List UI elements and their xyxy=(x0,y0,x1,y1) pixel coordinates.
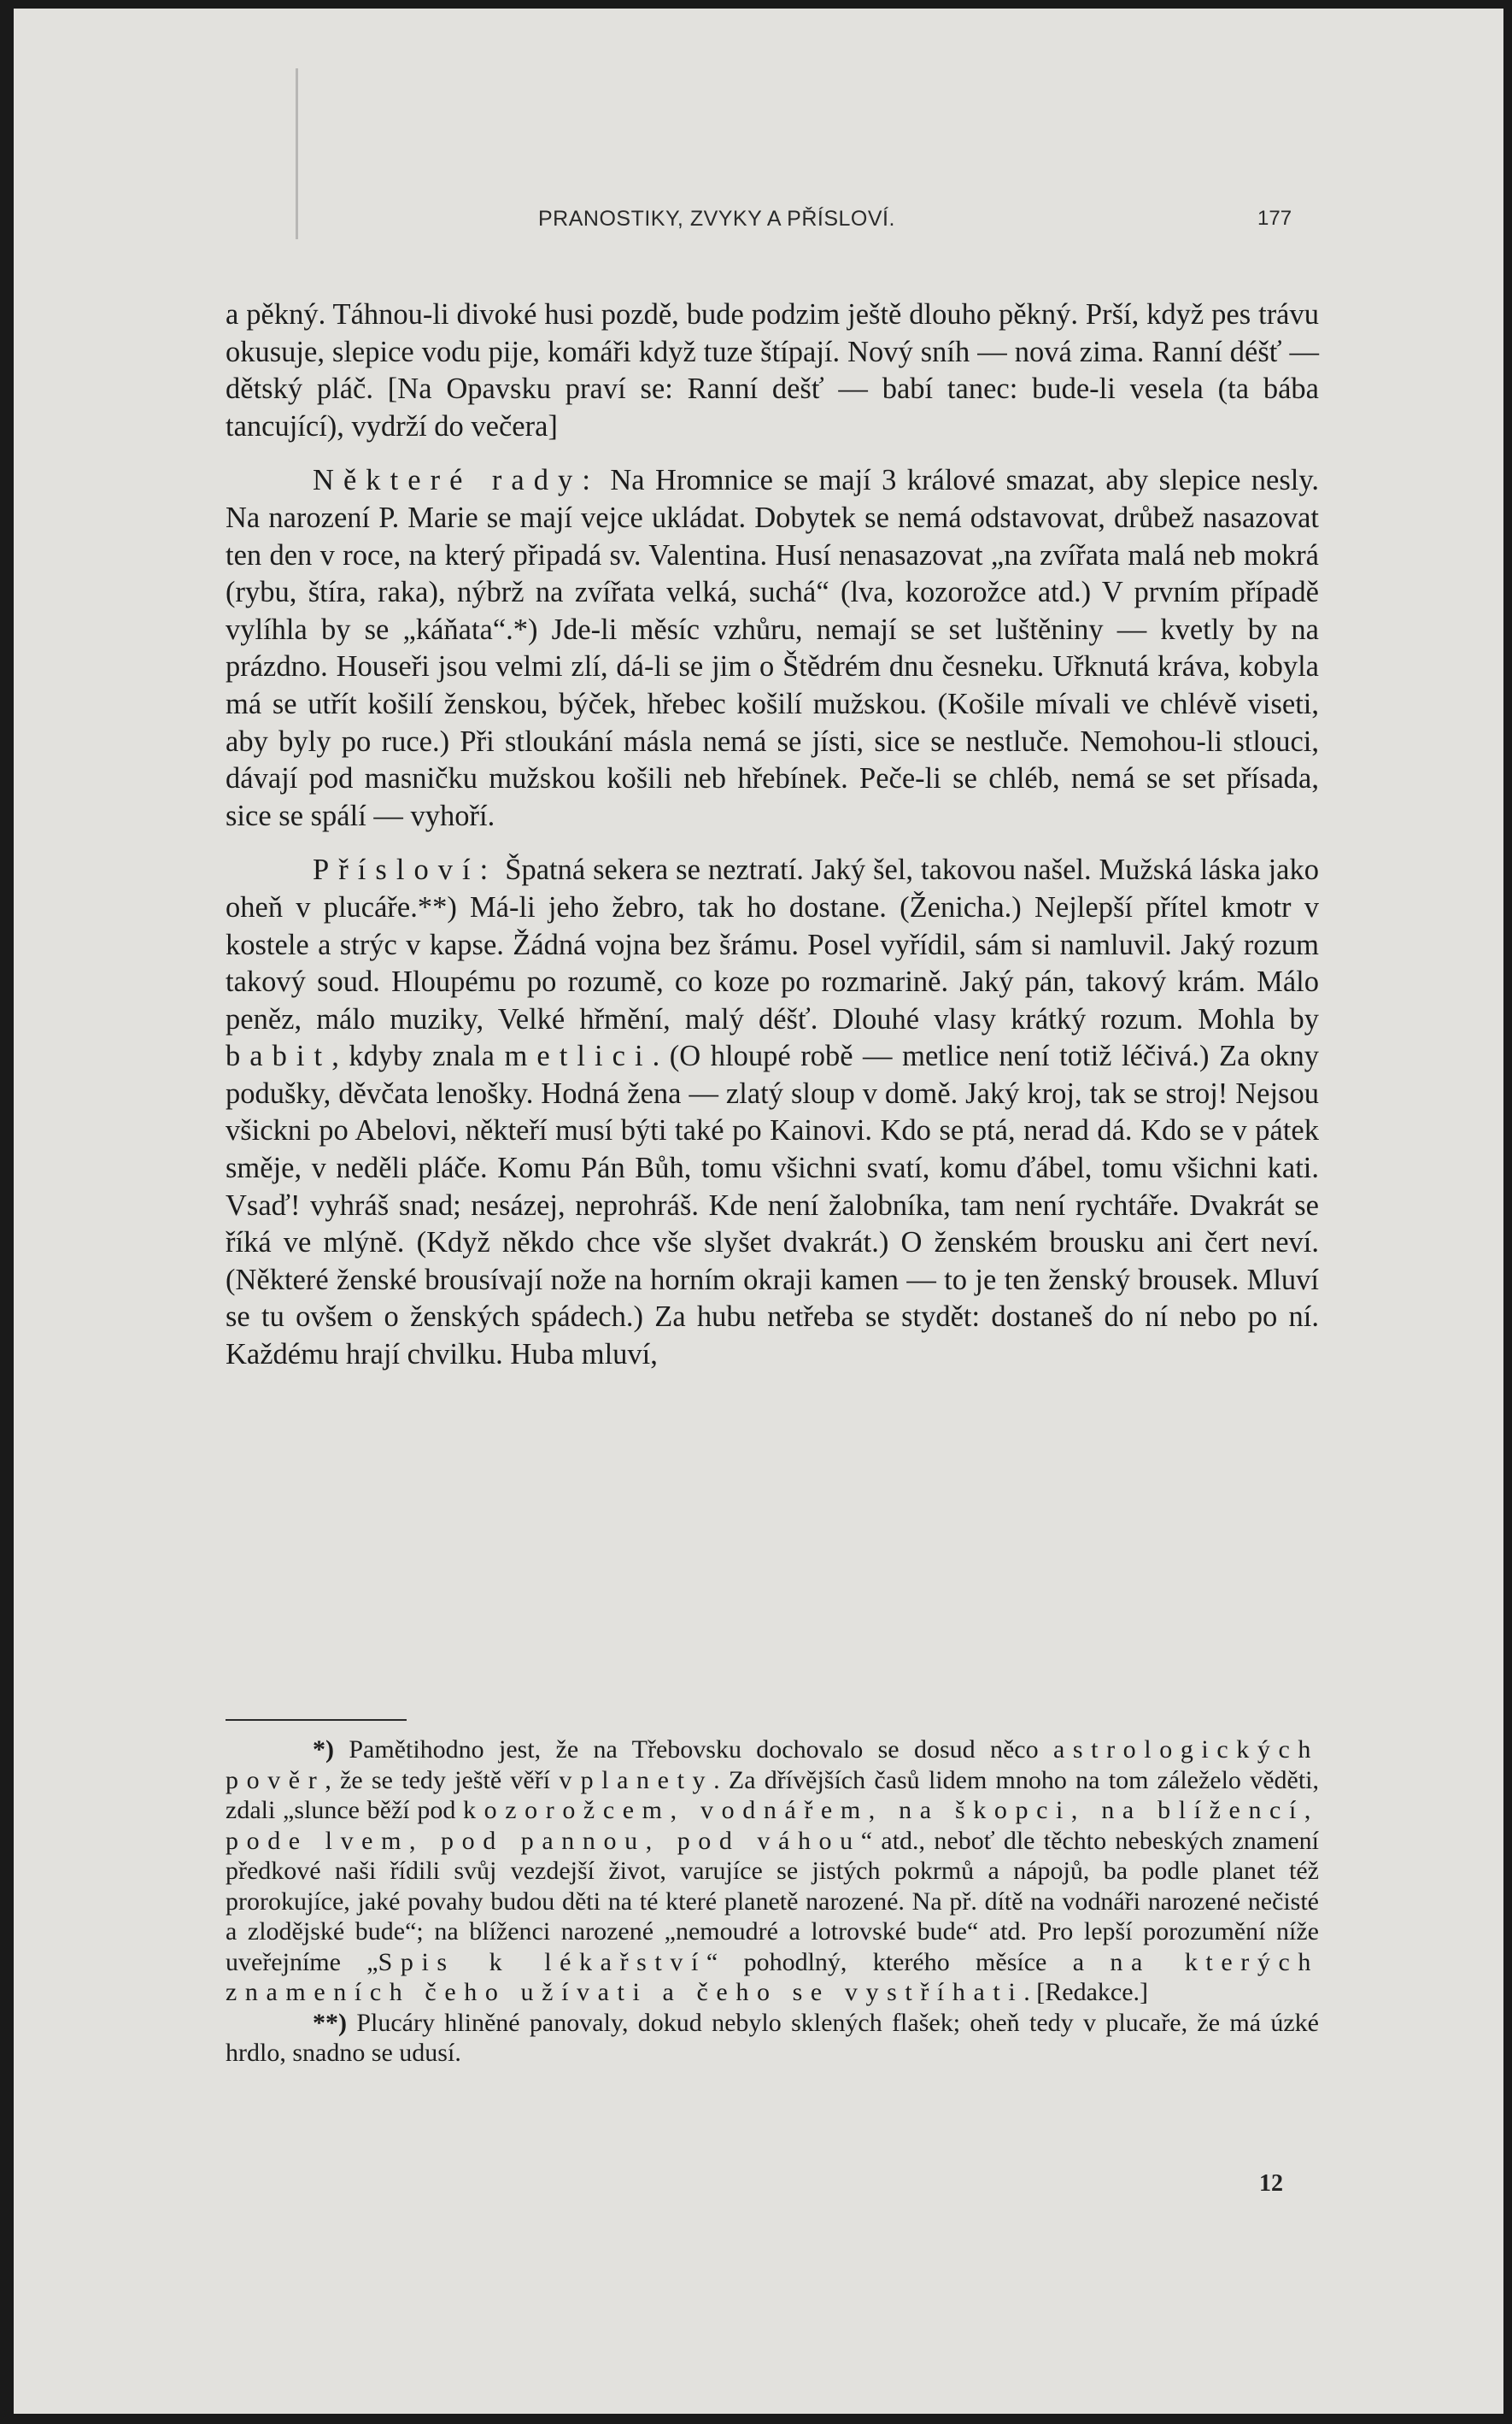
footnote-1-emphasis-3: kozorožcem, vodnářem, na škopci, na blížencí, pode lvem, pod pannou, pod váhou xyxy=(226,1796,1319,1855)
body-text xyxy=(226,296,1319,1374)
proverbs-text: Špatná sekera se neztratí. Jaký šel, takovou našel. Mužská láska jako oheň v plucáře.**) Má-li jeho žebro, tak ho dostane. (Ženicha.) Nejlepší přítel kmotr v kostele a strýc v kapse. Žádná vojna bez šrámu. Posel vyřídil, sám si namluvil. Jaký rozum takový soud. Hloupému po rozumě, co koze po rozmarině. Jaký pán, takový krám. Málo peněz, málo muziky, Velké hřmění, malý déšť. Dlouhé vlasy krátký rozum. Mohla by xyxy=(226,854,1319,1036)
footnote-2 xyxy=(226,2008,1319,2069)
footnote-2-text: Plucáry hliněné panovaly, dokud nebylo sklených flašek; oheň tedy v plucaře, že má úzké hrdlo, snadno se udusí. xyxy=(226,2008,1319,2067)
proverbs-heading: Přísloví: xyxy=(313,854,498,887)
paragraph-weather-text: a pěkný. Táhnou-li divoké husi pozdě, bude podzim ještě dlouho pěkný. Prší, když pes trávu okusuje, slepice vodu pije, komáři když tuze štípají. Nový sníh — nová zima. Ranní déšť — dětský pláč. [Na Opavsku praví se: Ranní dešť — babí tanec: bude-li vesela (ta bába tancující), vydrží do večera] xyxy=(226,298,1319,443)
footnote-1-text-6: . [Redakce.] xyxy=(1023,1978,1149,2006)
footnote-1 xyxy=(226,1734,1319,2008)
emphasis-metlici: metlici xyxy=(504,1040,653,1073)
footnote-1-emphasis-4: Spis k lékařství xyxy=(378,1947,706,1976)
advice-heading: Některé rady: xyxy=(313,464,600,497)
footnote-1-emphasis-5: na kterých znameních čeho užívati a čeho se vystříhati xyxy=(226,1947,1319,2006)
book-page xyxy=(14,9,1503,2414)
paragraph-advice xyxy=(226,462,1319,835)
paragraph-proverbs xyxy=(226,852,1319,1373)
footnote-1-text-2: , že se tedy ještě věří v xyxy=(325,1765,581,1794)
gutter-shadow xyxy=(296,68,298,239)
signature-number: 12 xyxy=(1259,2170,1283,2197)
footnote-1-emphasis-2: planety xyxy=(580,1765,714,1794)
footnote-1-emphasis-1: astrologických pověr xyxy=(226,1735,1319,1794)
advice-text: Na Hromnice se mají 3 králové smazat, aby slepice nesly. Na narození P. Marie se mají vejce ukládat. Dobytek se nemá odstavovat, drůbež nasazovat ten den v roce, na který připadá sv. Valentina. Husí nenasazovat „na zvířata malá neb mokrá (rybu, štíra, raka), nýbrž na zvířata velká, suchá“ (lva, kozorožce atd.) V prvním případě vylíhla by se „káňata“.*) Jde-li měsíc vzhůru, nemají se set luštěniny — kvetly by na prázdno. Houseři jsou velmi zlí, dá-li se jim o Štědrém dnu česneku. Uřknutá kráva, kobyla má se utřít košilí ženskou, býček, hřebec košilí mužskou. (Košile mívali ve chlévě viseti, aby byly po ruce.) Při stloukání másla nemá se jísti, sice se nestluče. Nemohou-li stlouci, dávají pod masničku mužskou košili neb hřebínek. Peče-li se chléb, nemá se set přísada, sice se spálí — vyhoří. xyxy=(226,464,1319,832)
running-head: PRANOSTIKY, ZVYKY A PŘÍSLOVÍ. xyxy=(538,207,895,231)
paragraph-weather xyxy=(226,296,1319,445)
page-number: 177 xyxy=(1257,207,1292,230)
footnote-2-marker: **) xyxy=(313,2008,347,2037)
footnote-1-marker: *) xyxy=(313,1735,334,1764)
emphasis-babit: babit xyxy=(226,1040,332,1073)
proverbs-text-3: . (O hloupé robě — metlice není totiž léčivá.) Za okny podušky, děvčata lenošky. Hodná žena — zlatý sloup v domě. Jaký kroj, tak se stroj! Nejsou všickni po Abelovi, někteří musí býti také po Kainovi. Kdo se ptá, nerad dá. Kdo se v pátek směje, v neděli pláče. Komu Pán Bůh, tomu všichni svatí, komu ďábel, tomu všichni kati. Vsaď! vyhráš snad; nesázej, neprohráš. Kde není žalobníka, tam není rychtáře. Dvakrát se říká ve mlýně. (Když někdo chce vše slyšet dvakrát.) O ženském brousku ani čert neví. (Některé ženské brousívají nože na horním okraji kamen — to je ten ženský brousek. Mluví se tu ovšem o ženských spádech.) Za hubu netřeba se stydět: dostaneš do ní nebo po ní. Každému hrají chvilku. Huba mluví, xyxy=(226,1040,1319,1371)
footnote-1-text-3: . Za dřívějších časů lidem mnoho na tom záleželo věděti, zdali „slunce běží pod xyxy=(226,1765,1320,1824)
proverbs-text-2: , kdyby znala xyxy=(331,1040,505,1073)
footnote-1-text-4: “ atd., neboť dle těchto nebeských znamení předkové naši řídili svůj vezdejší život, varujíce se jistých pokrmů a nápojů, ba podle planet též prorokujíce, jaké povahy budou děti na té které planetě narozené. Na př. dítě na vodnáři narozené nečisté a zlodějské bude“; na blíženci narozené „nemoudré a lotrovské bude“ atd. Pro lepší porozumění níže uveřejníme „ xyxy=(226,1826,1319,1976)
footnote-1-text: Pamětihodno jest, že na Třebovsku dochovalo se dosud něco xyxy=(334,1735,1053,1764)
footnote-1-text-5: “ pohodlný, kterého měsíce a xyxy=(706,1947,1111,1976)
footnote-rule xyxy=(226,1719,407,1721)
footnotes xyxy=(226,1734,1319,2069)
